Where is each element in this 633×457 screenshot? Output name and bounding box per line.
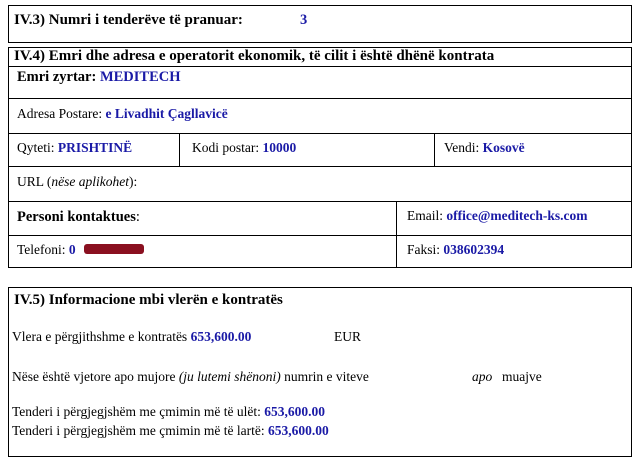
city-field: Qyteti: PRISHTINË — [17, 140, 133, 155]
city-value: PRISHTINË — [57, 140, 133, 155]
highest-price-value: 653,600.00 — [267, 423, 329, 438]
official-name-value: MEDITECH — [99, 69, 181, 85]
postal-value: 10000 — [262, 140, 297, 155]
section-iv5-title: IV.5) Informacione mbi vlerën e kontratës — [14, 292, 283, 308]
contact-label: Personi kontaktues — [17, 209, 136, 225]
url-field: URL (nëse aplikohet): — [17, 174, 138, 189]
email-field: Email: office@meditech-ks.com — [407, 208, 588, 223]
section-iv3-title: IV.3) Numri i tenderëve të pranuar: — [14, 12, 243, 28]
highest-price-line: Tenderi i përgjegjshëm me çmimin më të lartë: 653,600.00 — [12, 423, 329, 438]
address-label: Adresa Postare: e Livadhit Çagllavicë — [17, 106, 228, 121]
section-iv4-title: IV.4) Emri dhe adresa e operatorit ekonomik, të cilit i është dhënë kontrata — [14, 48, 495, 64]
tenders-received-value: 3 — [300, 12, 308, 28]
yearly-months: muajve — [502, 369, 542, 384]
total-value-line: Vlera e përgjithshme e kontratës 653,600.00 — [12, 329, 252, 344]
lowest-price-line: Tenderi i përgjegjshëm me çmimin më të ulët: 653,600.00 — [12, 404, 325, 419]
yearly-line: Nëse është vjetore apo mujore (ju lutemi shënoni) numrin e viteve — [12, 369, 369, 384]
currency: EUR — [334, 329, 361, 344]
yearly-or: apo — [472, 369, 493, 384]
phone-field: Telefoni: 0 — [17, 242, 76, 257]
email-value: office@meditech-ks.com — [446, 208, 588, 223]
phone-value: 0 — [68, 242, 76, 257]
url-note: nëse aplikohet — [51, 174, 129, 189]
contact-field: Personi kontaktues: — [17, 209, 140, 225]
postal-field: Kodi postar: 10000 — [192, 140, 297, 155]
fax-value: 038602394 — [443, 242, 505, 257]
fax-field: Faksi: 038602394 — [407, 242, 505, 257]
phone-redaction — [84, 244, 144, 254]
official-name-label: Emri zyrtar: MEDITECH — [17, 69, 181, 85]
country-value: Kosovë — [482, 140, 525, 155]
total-value: 653,600.00 — [190, 329, 252, 344]
country-field: Vendi: Kosovë — [444, 140, 525, 155]
address-value: e Livadhit Çagllavicë — [105, 106, 228, 121]
lowest-price-value: 653,600.00 — [264, 404, 325, 419]
yearly-note: (ju lutemi shënoni) — [178, 369, 281, 384]
